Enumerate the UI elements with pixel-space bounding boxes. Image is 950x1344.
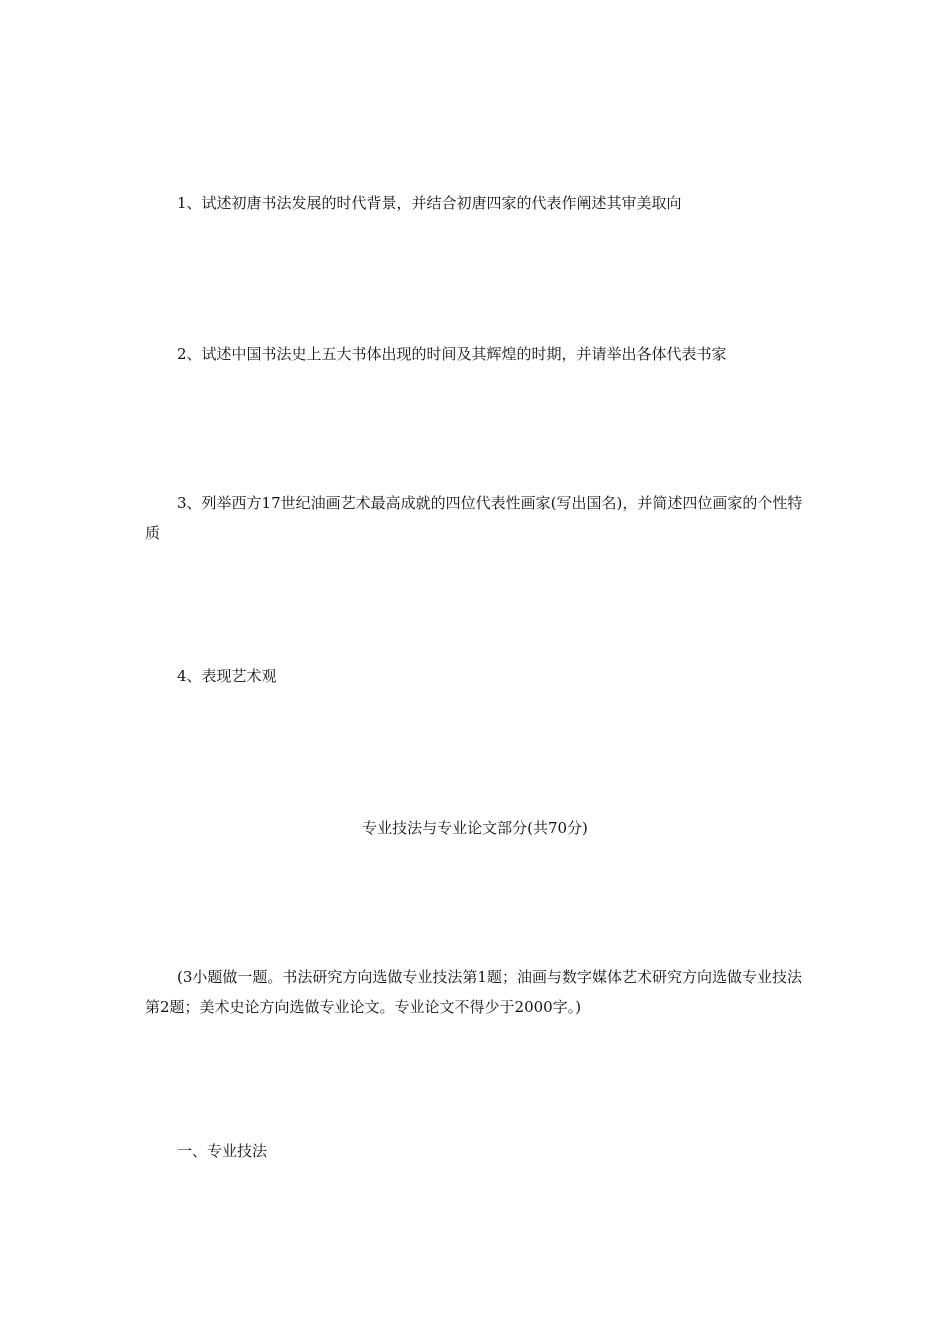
instructions-paragraph: (3小题做一题。书法研究方向选做专业技法第1题；油画与数字媒体艺术研究方向选做专业技法第2题；美术史论方向选做专业论文。专业论文不得少于2000字。) bbox=[145, 968, 802, 1016]
question-1: 1、试述初唐书法发展的时代背景，并结合初唐四家的代表作阐述其审美取向 bbox=[177, 194, 682, 212]
question-4: 4、表现艺术观 bbox=[177, 667, 277, 685]
subsection-title: 一、专业技法 bbox=[177, 1142, 268, 1160]
section-title: 专业技法与专业论文部分(共70分) bbox=[362, 819, 588, 837]
question-2: 2、试述中国书法史上五大书体出现的时间及其辉煌的时期，并请举出各体代表书家 bbox=[177, 345, 727, 363]
question-3: 3、列举西方17世纪油画艺术最高成就的四位代表性画家(写出国名)，并简述四位画家的个性特质 bbox=[145, 494, 803, 542]
